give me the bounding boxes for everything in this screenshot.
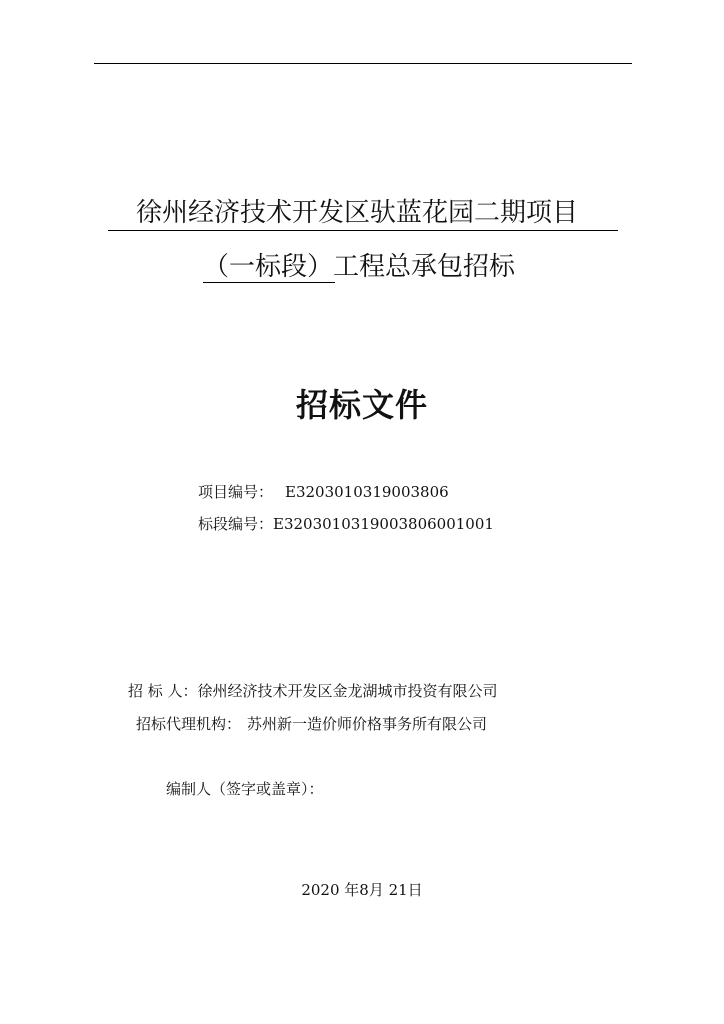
title-line-2-rest: 工程总承包招标 — [333, 252, 516, 282]
title-line-1-underline — [108, 230, 618, 231]
document-type-heading: 招标文件 — [295, 386, 428, 424]
section-number-label: 标段编号： — [198, 515, 274, 533]
agency-row — [136, 714, 487, 734]
section-number-value: E3203010319003806001001 — [273, 515, 494, 533]
project-number-value: E3203010319003806 — [285, 483, 449, 501]
tenderer-value: 徐州经济技术开发区金龙湖城市投资有限公司 — [197, 682, 498, 700]
project-number-row — [198, 482, 449, 502]
tenderer-label: 招 标 人： — [128, 682, 198, 700]
agency-value: 苏州新一造价师价格事务所有限公司 — [247, 715, 488, 733]
title-line-2 — [203, 252, 515, 282]
tenderer-row — [128, 681, 498, 701]
title-section-marker: （一标段） — [203, 252, 334, 282]
section-number-row — [198, 514, 494, 534]
title-line-2-underline — [203, 282, 335, 283]
compiler-row — [166, 779, 324, 799]
document-date: 2020 年8月 21日 — [301, 881, 423, 899]
project-number-label: 项目编号： — [198, 483, 274, 501]
title-line-1: 徐州经济技术开发区驮蓝花园二期项目 — [136, 198, 579, 228]
agency-label: 招标代理机构： — [136, 715, 242, 733]
compiler-label: 编制人（签字或盖章）： — [166, 780, 324, 798]
header-rule — [94, 63, 632, 64]
